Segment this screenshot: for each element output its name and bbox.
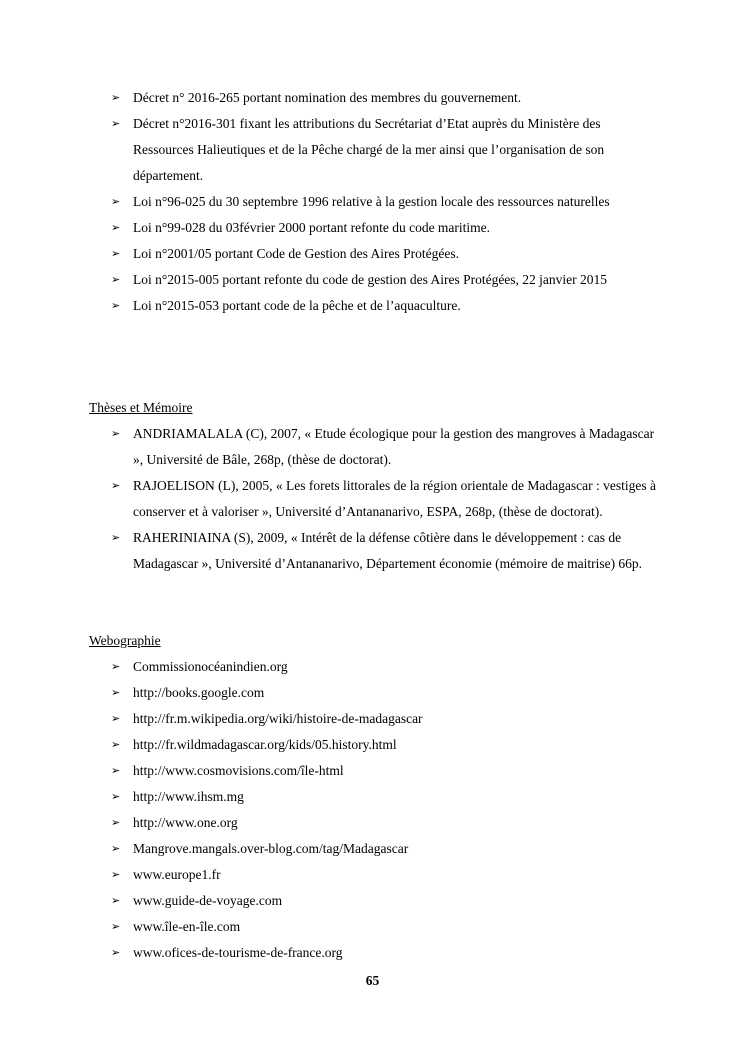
list-item xyxy=(0,189,745,215)
webographie-list xyxy=(0,654,745,966)
arrow-bullet-icon: ➢ xyxy=(111,195,121,208)
theses-list xyxy=(0,421,745,577)
list-item-text: RAHERINIAINA (S), 2009, « Intérêt de la défense côtière dans le développement : cas de Madagascar », Université d’Antananarivo, Département économie (mémoire de maitrise) 66p. xyxy=(133,530,643,571)
arrow-bullet-icon: ➢ xyxy=(111,816,121,829)
list-item-text: Loi n°96-025 du 30 septembre 1996 relative à la gestion locale des ressources naturelles xyxy=(133,194,610,209)
arrow-bullet-icon: ➢ xyxy=(111,920,121,933)
list-item-text: Loi n°2015-053 portant code de la pêche et de l’aquaculture. xyxy=(133,298,461,313)
list-item-text: http://fr.wildmadagascar.org/kids/05.history.html xyxy=(133,737,397,752)
list-item-text: http://www.ihsm.mg xyxy=(133,789,244,804)
list-item xyxy=(0,267,745,293)
list-item xyxy=(0,421,745,473)
list-item xyxy=(0,758,745,784)
arrow-bullet-icon: ➢ xyxy=(111,117,121,130)
list-item-text: Loi n°2015-005 portant refonte du code de gestion des Aires Protégées, 22 janvier 2015 xyxy=(133,272,608,287)
list-item xyxy=(0,654,745,680)
webographie-heading: Webographie xyxy=(89,633,161,648)
arrow-bullet-icon: ➢ xyxy=(111,273,121,286)
list-item-text: Loi n°2001/05 portant Code de Gestion des Aires Protégées. xyxy=(133,246,459,261)
arrow-bullet-icon: ➢ xyxy=(111,299,121,312)
list-item xyxy=(0,680,745,706)
list-item-text: ANDRIAMALALA (C), 2007, « Etude écologique pour la gestion des mangroves à Madagascar », Université de Bâle, 268p, (thèse de doctorat). xyxy=(133,426,655,467)
list-item-text: RAJOELISON (L), 2005, « Les forets littorales de la région orientale de Madagascar : vestiges à conserver et à valoriser », Université d’Antananarivo, ESPA, 268p, (thèse de doctorat). xyxy=(133,478,656,519)
arrow-bullet-icon: ➢ xyxy=(111,790,121,803)
list-item-text: www.europe1.fr xyxy=(133,867,221,882)
arrow-bullet-icon: ➢ xyxy=(111,531,121,544)
page-number: 65 xyxy=(365,973,380,988)
list-item-text: www.guide-de-voyage.com xyxy=(133,893,283,908)
list-item xyxy=(0,732,745,758)
arrow-bullet-icon: ➢ xyxy=(111,247,121,260)
list-item-text: www.ofices-de-tourisme-de-france.org xyxy=(133,945,343,960)
list-item-text: Loi n°99-028 du 03février 2000 portant refonte du code maritime. xyxy=(133,220,491,235)
arrow-bullet-icon: ➢ xyxy=(111,660,121,673)
list-item xyxy=(0,293,745,319)
arrow-bullet-icon: ➢ xyxy=(111,764,121,777)
theses-heading: Thèses et Mémoire xyxy=(89,400,193,415)
list-item xyxy=(0,111,745,189)
arrow-bullet-icon: ➢ xyxy=(111,427,121,440)
list-item-text: http://books.google.com xyxy=(133,685,265,700)
list-item-text: Décret n°2016-301 fixant les attributions du Secrétariat d’Etat auprès du Ministère des Ressources Halieutiques et de la Pêche chargé de la mer ainsi que l’organisation de son département. xyxy=(133,116,605,183)
list-item xyxy=(0,525,745,577)
list-item-text: http://www.cosmovisions.com/île-html xyxy=(133,763,344,778)
arrow-bullet-icon: ➢ xyxy=(111,842,121,855)
arrow-bullet-icon: ➢ xyxy=(111,91,121,104)
list-item xyxy=(0,862,745,888)
arrow-bullet-icon: ➢ xyxy=(111,686,121,699)
list-item xyxy=(0,888,745,914)
list-item xyxy=(0,914,745,940)
arrow-bullet-icon: ➢ xyxy=(111,221,121,234)
arrow-bullet-icon: ➢ xyxy=(111,946,121,959)
arrow-bullet-icon: ➢ xyxy=(111,738,121,751)
arrow-bullet-icon: ➢ xyxy=(111,479,121,492)
list-item-text: http://fr.m.wikipedia.org/wiki/histoire-de-madagascar xyxy=(133,711,423,726)
list-item xyxy=(0,810,745,836)
list-item xyxy=(0,85,745,111)
list-item xyxy=(0,940,745,966)
list-item-text: Décret n° 2016-265 portant nomination des membres du gouvernement. xyxy=(133,90,522,105)
list-item xyxy=(0,473,745,525)
arrow-bullet-icon: ➢ xyxy=(111,868,121,881)
list-item xyxy=(0,706,745,732)
laws-list xyxy=(0,85,745,319)
list-item-text: http://www.one.org xyxy=(133,815,238,830)
list-item xyxy=(0,784,745,810)
list-item-text: www.île-en-île.com xyxy=(133,919,241,934)
list-item xyxy=(0,215,745,241)
list-item-text: Mangrove.mangals.over-blog.com/tag/Madagascar xyxy=(133,841,409,856)
list-item-text: Commissionocéanindien.org xyxy=(133,659,288,674)
list-item xyxy=(0,241,745,267)
arrow-bullet-icon: ➢ xyxy=(111,894,121,907)
arrow-bullet-icon: ➢ xyxy=(111,712,121,725)
list-item xyxy=(0,836,745,862)
